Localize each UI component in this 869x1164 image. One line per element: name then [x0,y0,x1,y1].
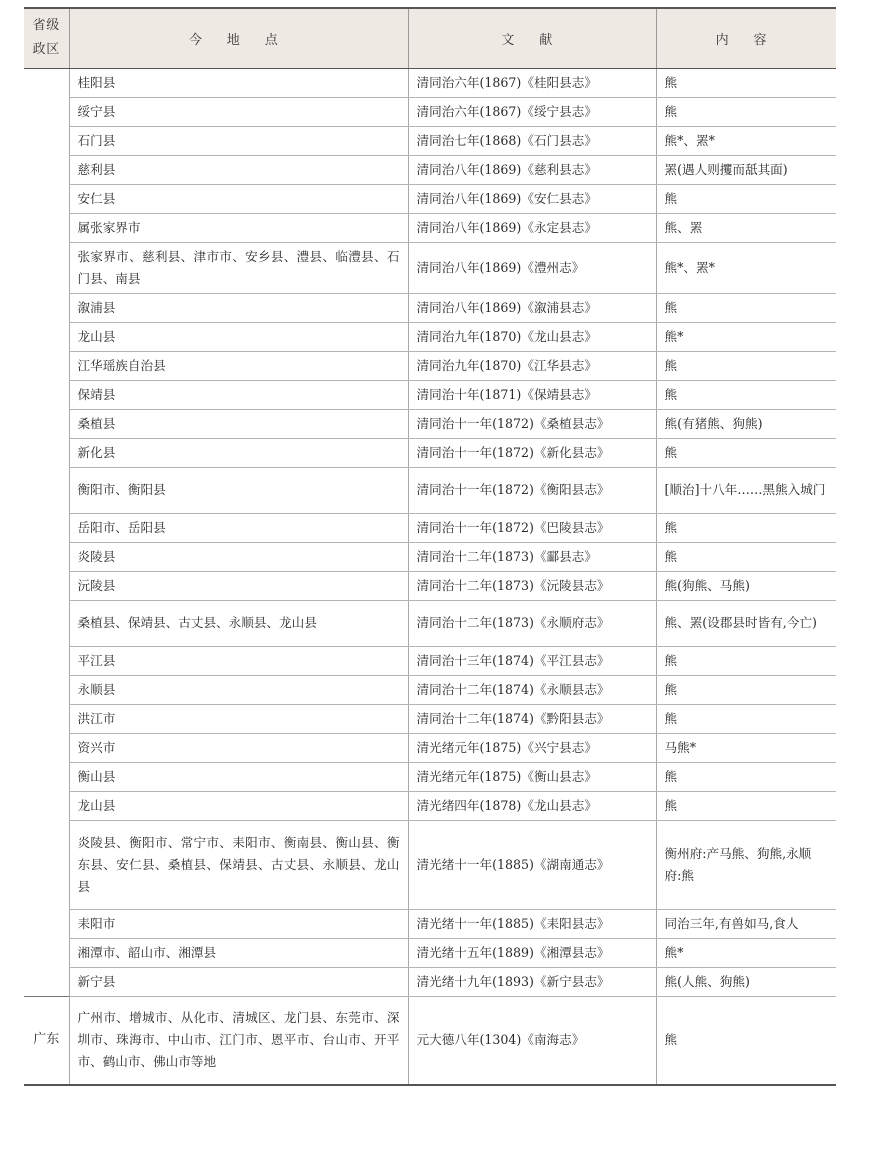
document-cell: 清光绪十一年(1885)《耒阳县志》 [408,909,656,938]
place-cell: 溆浦县 [69,293,408,322]
table-row [24,97,836,126]
place-cell: 炎陵县 [69,542,408,571]
place-cell: 新化县 [69,438,408,467]
document-cell: 清同治十二年(1873)《沅陵县志》 [408,571,656,600]
place-cell: 桑植县 [69,409,408,438]
document-cell: 清同治九年(1870)《江华县志》 [408,351,656,380]
content-cell: 熊 [656,646,836,675]
place-cell: 资兴市 [69,733,408,762]
historical-records-table [24,7,836,1086]
place-cell: 安仁县 [69,184,408,213]
document-cell: 清光绪十九年(1893)《新宁县志》 [408,967,656,996]
place-cell: 慈利县 [69,155,408,184]
document-cell: 清同治十二年(1874)《永顺县志》 [408,675,656,704]
place-cell: 洪江市 [69,704,408,733]
table-row [24,600,836,646]
document-cell: 清同治八年(1869)《澧州志》 [408,242,656,293]
table-row [24,820,836,909]
content-cell: 熊 [656,293,836,322]
table-row [24,733,836,762]
content-cell: 熊 [656,184,836,213]
table-row [24,646,836,675]
content-cell: 熊、罴 [656,213,836,242]
content-cell: 罴(遇人则攫而舐其面) [656,155,836,184]
content-cell: 熊 [656,68,836,97]
content-cell: 衡州府:产马熊、狗熊,永顺府:熊 [656,820,836,909]
content-cell: 熊 [656,97,836,126]
content-cell: [顺治]十八年……黑熊入城门 [656,467,836,513]
content-cell: 熊 [656,513,836,542]
place-cell: 衡山县 [69,762,408,791]
document-cell: 清同治十一年(1872)《新化县志》 [408,438,656,467]
province-cell-hunan [24,68,69,996]
table-row [24,322,836,351]
table-row [24,467,836,513]
content-cell: 熊(狗熊、马熊) [656,571,836,600]
table-row [24,438,836,467]
document-cell: 清同治十一年(1872)《桑植县志》 [408,409,656,438]
content-cell: 熊(人熊、狗熊) [656,967,836,996]
table-row [24,909,836,938]
content-cell: 熊*、罴* [656,242,836,293]
content-cell: 熊 [656,996,836,1085]
place-cell: 衡阳市、衡阳县 [69,467,408,513]
document-cell: 清同治十二年(1873)《永顺府志》 [408,600,656,646]
document-cell: 清同治八年(1869)《永定县志》 [408,213,656,242]
place-cell: 石门县 [69,126,408,155]
table-row [24,293,836,322]
content-cell: 熊 [656,791,836,820]
table-row [24,938,836,967]
place-cell: 龙山县 [69,322,408,351]
content-cell: 熊* [656,322,836,351]
content-cell: 熊 [656,438,836,467]
place-cell: 绥宁县 [69,97,408,126]
place-cell: 沅陵县 [69,571,408,600]
document-cell: 清同治七年(1868)《石门县志》 [408,126,656,155]
table-row [24,967,836,996]
table-row [24,409,836,438]
content-cell: 熊 [656,762,836,791]
content-cell: 熊 [656,675,836,704]
place-cell: 张家界市、慈利县、津市市、安乡县、澧县、临澧县、石门县、南县 [69,242,408,293]
table-row [24,155,836,184]
document-cell: 清同治十一年(1872)《巴陵县志》 [408,513,656,542]
document-cell: 清同治十二年(1874)《黔阳县志》 [408,704,656,733]
table-page [24,7,836,1086]
content-cell: 熊 [656,542,836,571]
table-row [24,762,836,791]
content-cell: 熊 [656,380,836,409]
document-cell: 清同治八年(1869)《慈利县志》 [408,155,656,184]
content-cell: 马熊* [656,733,836,762]
content-cell: 熊*、罴* [656,126,836,155]
table-header-row [24,8,836,68]
document-cell: 清同治十一年(1872)《衡阳县志》 [408,467,656,513]
table-row [24,996,836,1085]
place-cell: 平江县 [69,646,408,675]
table-row [24,380,836,409]
content-cell: 熊(有猪熊、狗熊) [656,409,836,438]
document-cell: 清同治十三年(1874)《平江县志》 [408,646,656,675]
document-cell: 清光绪元年(1875)《衡山县志》 [408,762,656,791]
place-cell: 炎陵县、衡阳市、常宁市、耒阳市、衡南县、衡山县、衡东县、安仁县、桑植县、保靖县、古丈县、永顺县、龙山县 [69,820,408,909]
place-cell: 江华瑶族自治县 [69,351,408,380]
place-cell: 龙山县 [69,791,408,820]
place-cell: 属张家界市 [69,213,408,242]
table-row [24,704,836,733]
document-cell: 清光绪四年(1878)《龙山县志》 [408,791,656,820]
table-row [24,68,836,97]
document-cell: 清同治十二年(1873)《酃县志》 [408,542,656,571]
document-cell: 清光绪元年(1875)《兴宁县志》 [408,733,656,762]
table-row [24,513,836,542]
place-cell: 湘潭市、韶山市、湘潭县 [69,938,408,967]
table-row [24,351,836,380]
document-cell: 清同治八年(1869)《安仁县志》 [408,184,656,213]
content-cell: 同治三年,有兽如马,食人 [656,909,836,938]
content-cell: 熊* [656,938,836,967]
header-document: 文 献 [408,8,656,68]
document-cell: 清同治九年(1870)《龙山县志》 [408,322,656,351]
place-cell: 桑植县、保靖县、古丈县、永顺县、龙山县 [69,600,408,646]
header-place: 今 地 点 [69,8,408,68]
place-cell: 耒阳市 [69,909,408,938]
content-cell: 熊、罴(设郡县时皆有,今亡) [656,600,836,646]
content-cell: 熊 [656,351,836,380]
place-cell: 桂阳县 [69,68,408,97]
table-row [24,213,836,242]
document-cell: 清同治六年(1867)《绥宁县志》 [408,97,656,126]
document-cell: 清光绪十五年(1889)《湘潭县志》 [408,938,656,967]
place-cell: 广州市、增城市、从化市、清城区、龙门县、东莞市、深圳市、珠海市、中山市、江门市、恩平市、台山市、开平市、鹤山市、佛山市等地 [69,996,408,1085]
document-cell: 清同治六年(1867)《桂阳县志》 [408,68,656,97]
place-cell: 新宁县 [69,967,408,996]
document-cell: 清同治十年(1871)《保靖县志》 [408,380,656,409]
table-row [24,542,836,571]
place-cell: 永顺县 [69,675,408,704]
header-province: 省级 政区 [24,8,69,68]
table-row [24,126,836,155]
content-cell: 熊 [656,704,836,733]
document-cell: 清光绪十一年(1885)《湖南通志》 [408,820,656,909]
province-cell-guangdong: 广东 [24,996,69,1085]
table-row [24,571,836,600]
table-row [24,184,836,213]
place-cell: 保靖县 [69,380,408,409]
document-cell: 元大德八年(1304)《南海志》 [408,996,656,1085]
document-cell: 清同治八年(1869)《溆浦县志》 [408,293,656,322]
header-content: 内 容 [656,8,836,68]
table-row [24,242,836,293]
table-row [24,675,836,704]
place-cell: 岳阳市、岳阳县 [69,513,408,542]
table-row [24,791,836,820]
